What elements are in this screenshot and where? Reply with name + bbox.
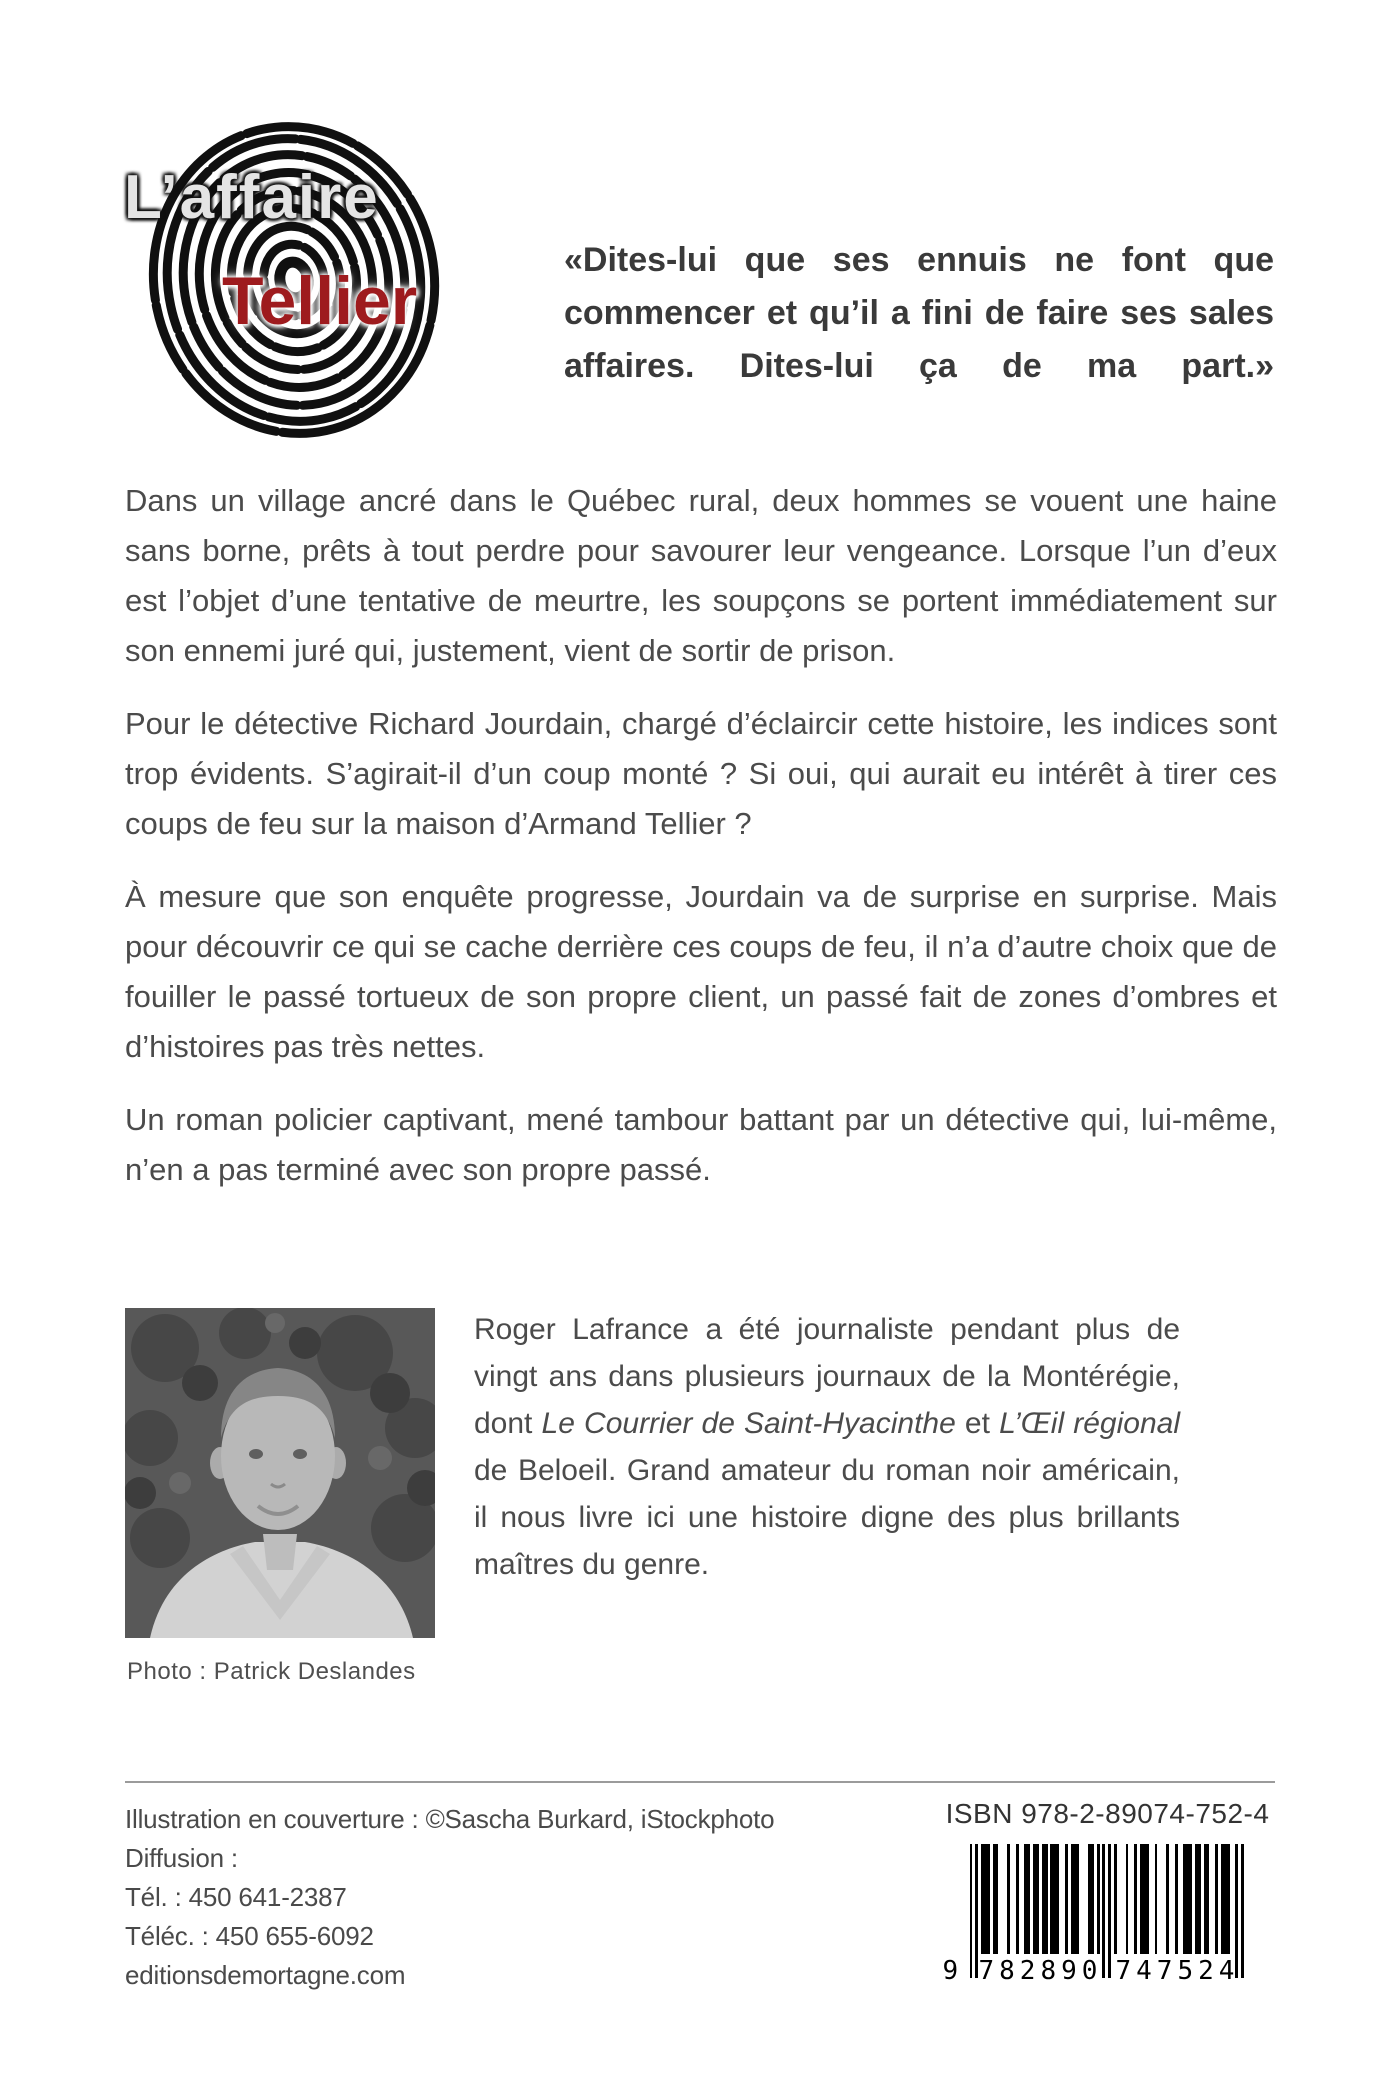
- photo-credit: Photo : Patrick Deslandes: [127, 1658, 416, 1685]
- isbn-label: ISBN 978-2-89074-752-4: [945, 1798, 1270, 1829]
- phone-number: Tél. : 450 641-2387: [125, 1882, 347, 1912]
- barcode-digit-lead: 9: [942, 1956, 959, 1986]
- logo-title-tellier: Tellier: [222, 263, 418, 339]
- isbn-barcode-block: [940, 1798, 1275, 1996]
- author-bio: Roger Lafrance a été journaliste pendant plus de vingt ans dans plusieurs journaux de la Montérégie, dont Le Courrier de Saint-Hyacinthe et L’Œil régional de Beloeil. Grand amateur du roman noir américain, il nous livre ici une histoire digne des plus brillants maîtres du genre.: [474, 1313, 1180, 1581]
- cover-illustration-credit: Illustration en couverture : ©Sascha Burkard, iStockphoto: [125, 1804, 775, 1834]
- series-logo: [122, 112, 467, 442]
- divider: [125, 1781, 1275, 1783]
- publisher-website: editionsdemortagne.com: [125, 1960, 406, 1990]
- synopsis-paragraph: Dans un village ancré dans le Québec rural, deux hommes se vouent une haine sans borne, prêts à tout perdre pour savourer leur vengeance. Lorsque l’un d’eux est l’objet d’une tentative de meurtre, les soupçons se portent immédiatement sur son ennemi juré qui, justement, vient de sortir de prison.: [125, 483, 1277, 668]
- synopsis-paragraph: À mesure que son enquête progresse, Jourdain va de surprise en surprise. Mais pour découvrir ce qui se cache derrière ces coups de feu, il n’a d’autre choix que de fouiller le passé tortueux de son propre client, un passé fait de zones d’ombres et d’histoires pas très nettes.: [125, 879, 1277, 1064]
- barcode-digits-left: 782890: [978, 1956, 1103, 1986]
- logo-title-affaire: L’affaire: [124, 163, 380, 232]
- author-photo: [125, 1308, 435, 1638]
- diffusion-label: Diffusion :: [125, 1843, 238, 1873]
- barcode-digits-right: 747524: [1115, 1956, 1240, 1986]
- synopsis: [125, 476, 1277, 1218]
- synopsis-paragraph: Pour le détective Richard Jourdain, chargé d’éclaircir cette histoire, les indices sont trop évidents. S’agirait-il d’un coup monté ? Si oui, qui aurait eu intérêt à tirer ces coups de feu sur la maison d’Armand Tellier ?: [125, 706, 1277, 841]
- author-section: [125, 1306, 1277, 1706]
- fax-number: Téléc. : 450 655-6092: [125, 1921, 374, 1951]
- publisher-info: [125, 1800, 774, 1995]
- teaser-quote: «Dites-lui que ses ennuis ne font que commencer et qu’il a fini de faire ses sales affaires. Dites-lui ça de ma part.»: [564, 241, 1274, 385]
- synopsis-paragraph: Un roman policier captivant, mené tambour battant par un détective qui, lui-même, n’en a pas terminé avec son propre passé.: [125, 1102, 1277, 1187]
- ean-barcode: [942, 1844, 1246, 1996]
